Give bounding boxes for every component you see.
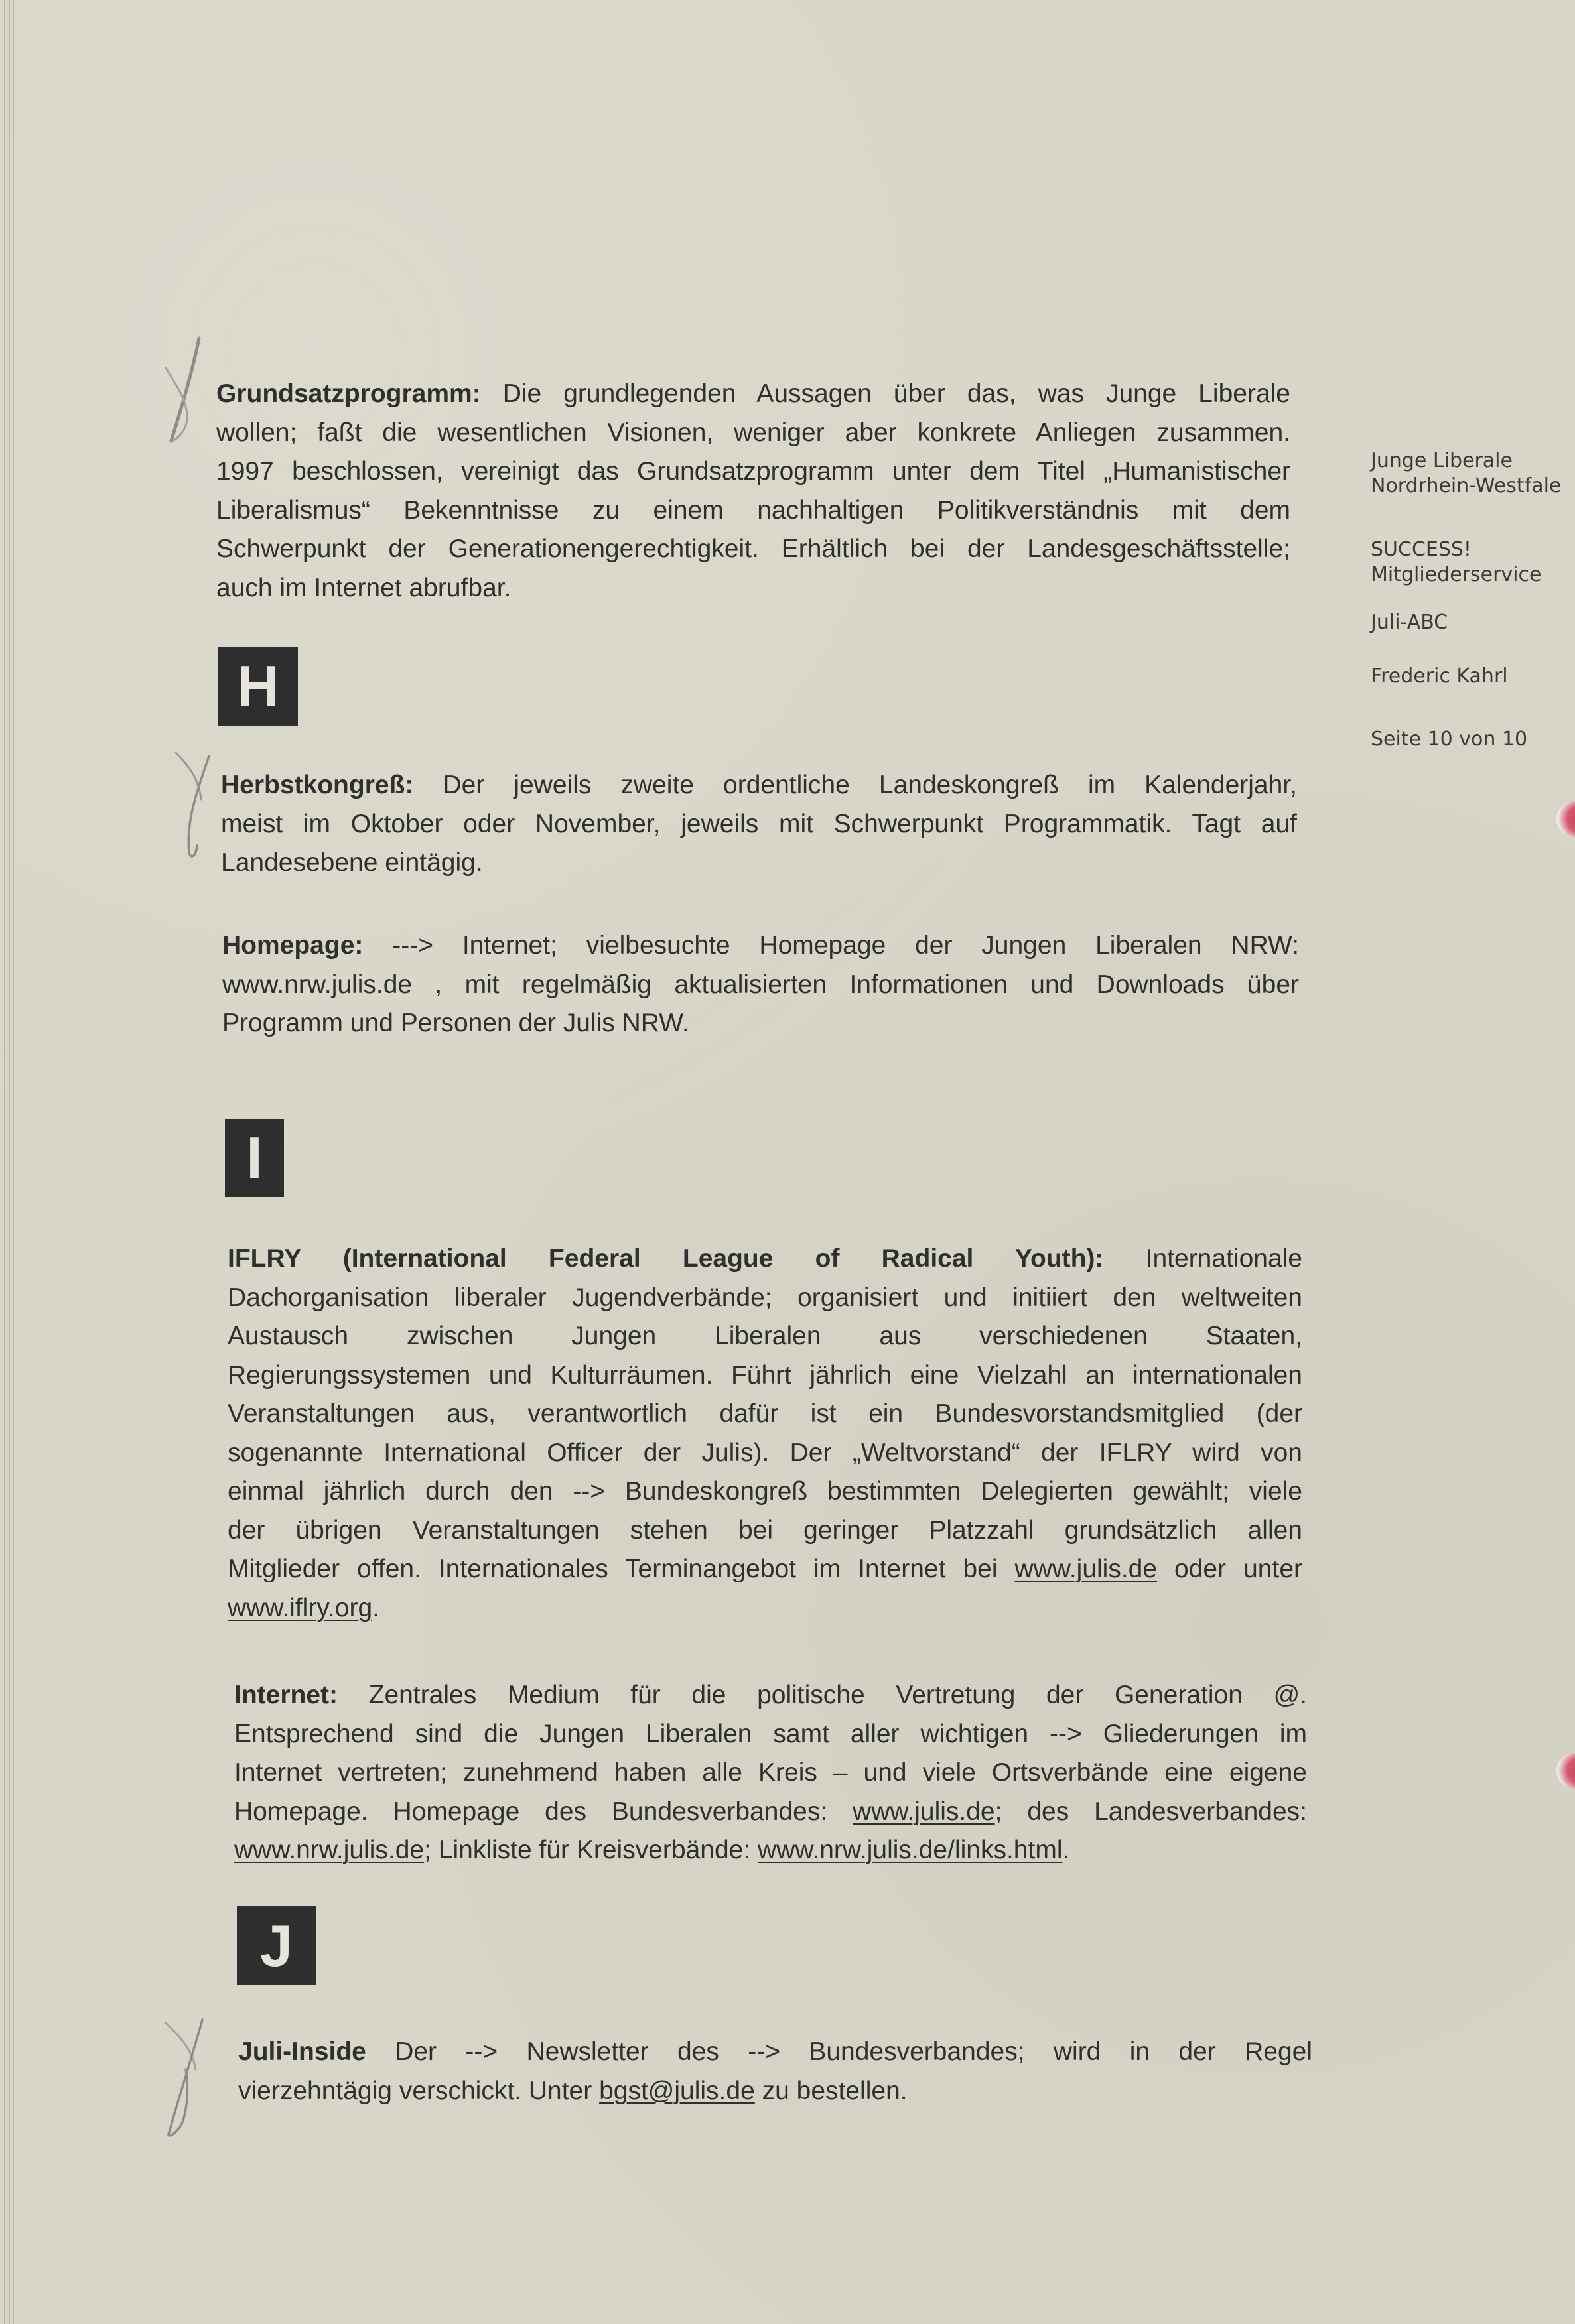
entry-internet bbox=[234, 1676, 1307, 1870]
entry-text: Programm und Personen der Julis NRW. bbox=[222, 1009, 689, 1037]
binding-edge-line bbox=[4, 0, 5, 2324]
sidebar-org-line1: Junge Liberale bbox=[1371, 449, 1513, 472]
sidebar-series-line1: SUCCESS! bbox=[1371, 538, 1472, 561]
sidebar-doc-title: Juli-ABC bbox=[1371, 611, 1448, 634]
entry-text: ; Linkliste für Kreisverbände: bbox=[424, 1836, 758, 1864]
entry-text: Der --> Newsletter des --> Bundesverbandes; wird in der Regel bbox=[366, 2037, 1312, 2066]
entry-text: Der jeweils zweite ordentliche Landeskongreß im Kalenderjahr, bbox=[413, 771, 1297, 799]
entry-juli-inside bbox=[238, 2033, 1312, 2110]
section-letter-i: I bbox=[225, 1119, 284, 1197]
entry-text: Liberalismus“ Bekenntnisse zu einem nachhaltigen Politikverständnis mit dem bbox=[216, 495, 1290, 525]
entry-term: Herbstkongreß: bbox=[221, 771, 414, 799]
link-julis[interactable]: www.julis.de bbox=[853, 1797, 995, 1826]
entry-text: Internet vertreten; zunehmend haben alle Kreis – und viele Ortsverbände eine eigene bbox=[234, 1758, 1307, 1787]
entry-term: Juli-Inside bbox=[238, 2037, 366, 2066]
section-letter-h: H bbox=[218, 647, 298, 726]
entry-text: der übrigen Veranstaltungen stehen bei geringer Platzzahl grundsätzlich allen bbox=[228, 1516, 1302, 1545]
entry-text: ; des Landesverbandes: bbox=[994, 1797, 1307, 1826]
sidebar-author: Frederic Kahrl bbox=[1371, 665, 1508, 688]
binding-edge-line bbox=[13, 0, 14, 2324]
link-julis[interactable]: www.julis.de bbox=[1014, 1555, 1158, 1583]
entry-text: zu bestellen. bbox=[754, 2076, 908, 2105]
entry-term: IFLRY (International Federal League of Radical Youth): bbox=[228, 1244, 1104, 1273]
pencil-check-mark bbox=[159, 332, 212, 451]
entry-text: Zentrales Medium für die politische Vertretung der Generation @. bbox=[338, 1681, 1307, 1709]
entry-text: Veranstaltungen aus, verantwortlich dafür ist ein Bundesvorstandsmitglied (der bbox=[228, 1399, 1302, 1428]
entry-text: Homepage. Homepage des Bundesverbandes: bbox=[234, 1797, 853, 1826]
entry-text: Austausch zwischen Jungen Liberalen aus verschiedenen Staaten, bbox=[228, 1322, 1302, 1350]
entry-grundsatzprogramm bbox=[216, 375, 1290, 608]
section-letter-j: J bbox=[237, 1906, 316, 1985]
link-nrw-julis[interactable]: www.nrw.julis.de bbox=[234, 1836, 425, 1864]
entry-text: oder unter bbox=[1157, 1555, 1302, 1583]
link-iflry[interactable]: www.iflry.org bbox=[228, 1593, 373, 1622]
entry-text: einmal jährlich durch den --> Bundeskongreß bestimmten Delegierten gewählt; viele bbox=[228, 1477, 1302, 1506]
entry-text: Schwerpunkt der Generationengerechtigkeit. Erhältlich bei der Landesgeschäftsstelle; bbox=[216, 535, 1290, 563]
entry-text: www.nrw.julis.de , mit regelmäßig aktualisierten Informationen und Downloads über bbox=[222, 970, 1299, 999]
entry-text: . bbox=[372, 1593, 379, 1622]
entry-text: Landesebene eintägig. bbox=[221, 848, 483, 877]
link-nrw-links[interactable]: www.nrw.julis.de/links.html bbox=[758, 1836, 1063, 1864]
sidebar-series bbox=[1371, 537, 1541, 588]
entry-text: meist im Oktober oder November, jeweils mit Schwerpunkt Programmatik. Tagt auf bbox=[221, 809, 1297, 838]
pencil-check-mark bbox=[156, 2010, 216, 2142]
entry-text: ---> Internet; vielbesuchte Homepage der Jungen Liberalen NRW: bbox=[363, 931, 1299, 960]
punch-hole bbox=[1556, 801, 1575, 837]
entry-text: sogenannte International Officer der Julis). Der „Weltvorstand“ der IFLRY wird von bbox=[228, 1438, 1302, 1467]
entry-herbstkongress bbox=[221, 766, 1297, 883]
entry-term: Homepage: bbox=[222, 931, 364, 960]
entry-text: Dachorganisation liberaler Jugendverbände; organisiert und initiiert den weltweiten bbox=[228, 1283, 1302, 1312]
binding-edge-line bbox=[9, 0, 10, 2324]
entry-text: Die grundlegenden Aussagen über das, was Junge Liberale bbox=[480, 379, 1290, 408]
entry-text: vierzehntägig verschickt. Unter bbox=[238, 2076, 600, 2105]
entry-text: Internationale bbox=[1103, 1244, 1302, 1273]
entry-text: Regierungssystemen und Kulturräumen. Führt jährlich eine Vielzahl an internationalen bbox=[228, 1360, 1302, 1389]
pencil-check-mark bbox=[169, 746, 222, 866]
entry-text: 1997 beschlossen, vereinigt das Grundsatzprogramm unter dem Titel „Humanistischer bbox=[216, 457, 1290, 485]
sidebar-page-info: Seite 10 von 10 bbox=[1371, 728, 1528, 751]
entry-text: Mitglieder offen. Internationales Terminangebot im Internet bei bbox=[228, 1555, 1015, 1583]
entry-text: Entsprechend sind die Jungen Liberalen samt aller wichtigen --> Gliederungen im bbox=[234, 1719, 1307, 1748]
entry-term: Grundsatzprogramm: bbox=[216, 379, 481, 408]
punch-hole bbox=[1556, 1753, 1575, 1789]
entry-text: wollen; faßt die wesentlichen Visionen, weniger aber konkrete Anliegen zusammen. bbox=[216, 418, 1290, 447]
sidebar-series-line2: Mitgliederservice bbox=[1371, 563, 1542, 586]
sidebar bbox=[1371, 448, 1561, 499]
link-bgst-email[interactable]: bgst@julis.de bbox=[599, 2076, 755, 2105]
entry-homepage bbox=[222, 927, 1299, 1043]
entry-term: Internet: bbox=[234, 1681, 338, 1709]
entry-text: auch im Internet abrufbar. bbox=[216, 573, 512, 602]
entry-text: . bbox=[1062, 1836, 1070, 1864]
sidebar-org-line2: Nordrhein-Westfale bbox=[1371, 474, 1562, 497]
entry-iflry bbox=[228, 1240, 1302, 1628]
